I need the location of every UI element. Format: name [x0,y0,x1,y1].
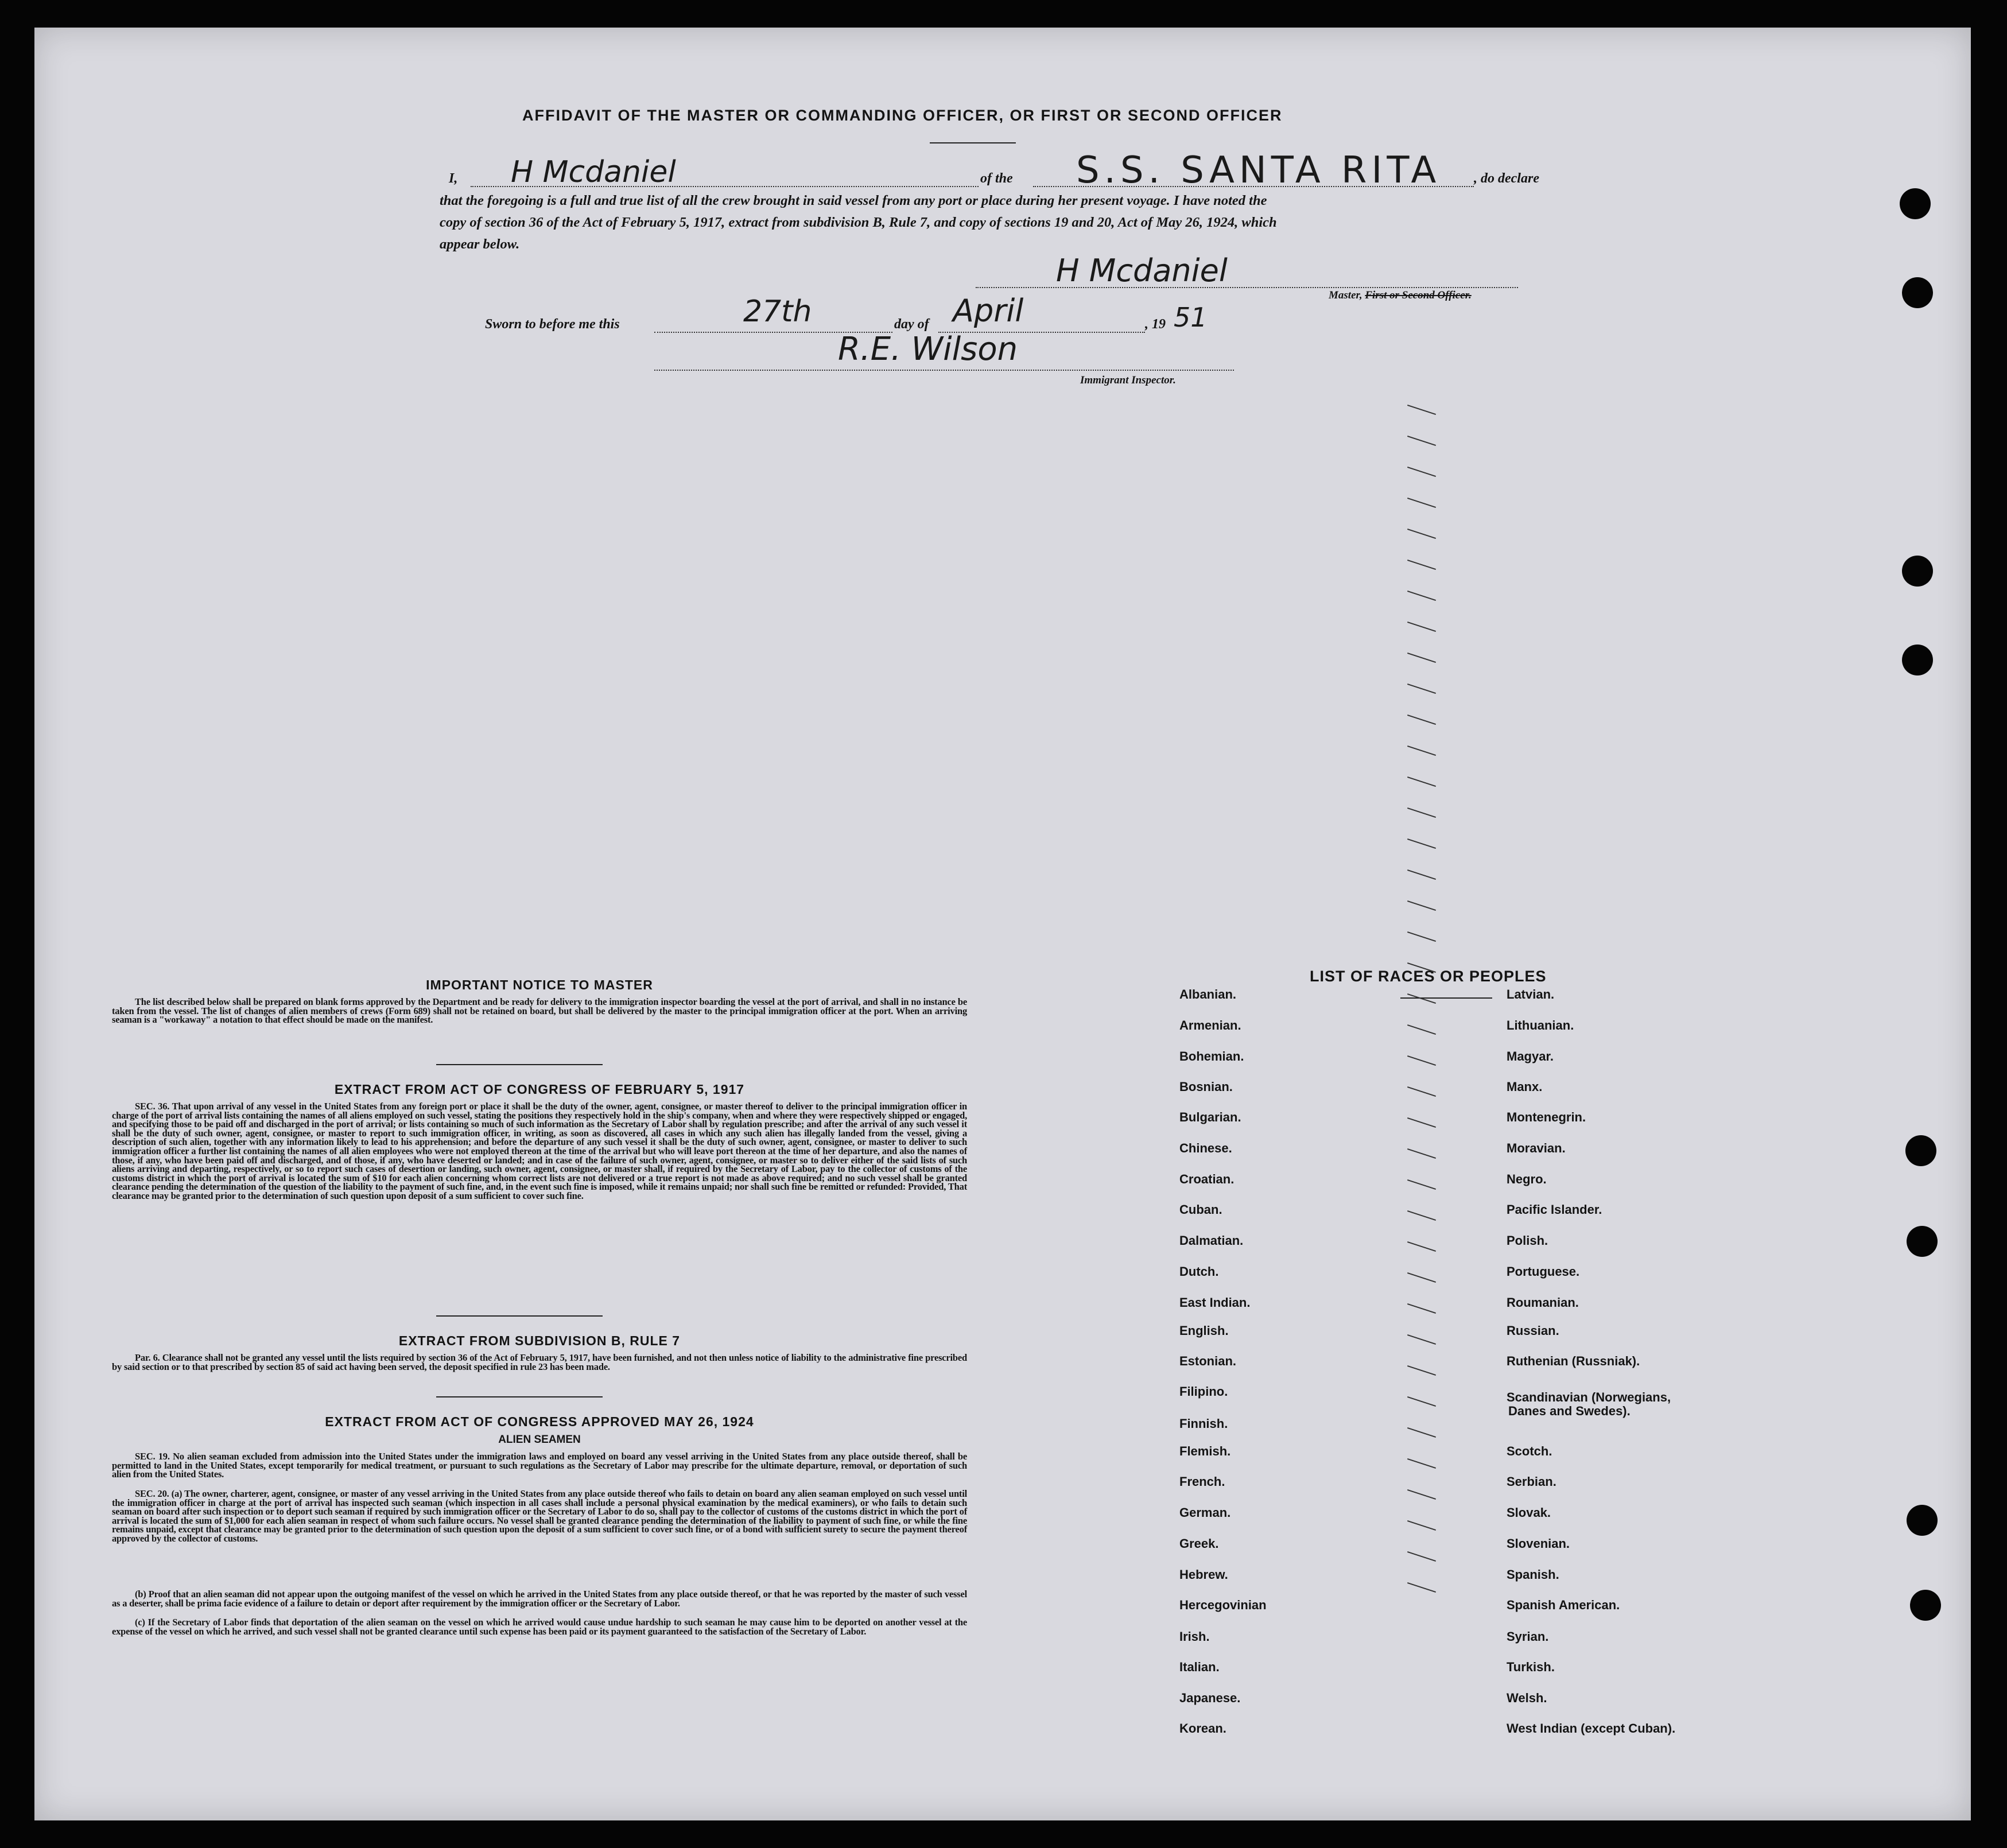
sec20b-text: (b) Proof that an alien seaman did not appear upon the outgoing manifest of the vessel on which he arrived in the United States from any place outside thereof, or that he was reported by the master of such vessel as a deserter, shall be prima facie evidence of a failure to detain or deport after requirement by the immigration officer or the Secretary of Labor. [112,1589,967,1609]
pencil-tick [1407,869,1436,880]
race-item: Japanese. [1179,1691,1241,1705]
race-item: Bulgarian. [1179,1110,1241,1124]
pencil-tick [1407,1365,1436,1376]
race-item: Magyar. [1507,1049,1554,1063]
pencil-tick [1407,436,1436,446]
pencil-tick [1407,622,1436,632]
inspector-handwriting: R.E. Wilson [838,331,1018,368]
race-item: Pacific Islander. [1507,1202,1602,1217]
section-rule [436,1064,603,1065]
pencil-tick [1407,1334,1436,1345]
race-item: Turkish. [1507,1660,1555,1674]
race-item: English. [1179,1323,1229,1338]
day-handwriting: 27th [743,294,812,329]
race-item: Hercegovinian [1179,1598,1267,1612]
pencil-tick [1407,715,1436,725]
master-struck-text: First or Second Officer. [1365,289,1472,301]
race-item: German. [1179,1505,1231,1520]
extract-1924-title: EXTRACT FROM ACT OF CONGRESS APPROVED MAY 26, 1924 [325,1414,754,1429]
pencil-tick [1407,900,1436,911]
race-item: French. [1179,1474,1225,1489]
day-of-label: day of [894,317,929,332]
race-item: Dalmatian. [1179,1233,1244,1248]
race-item: Russian. [1507,1323,1559,1338]
rule7-text: Par. 6. Clearance shall not be granted any vessel until the lists required by section 36 of the Act of February 5, 1917, have been furnished, and not then unless notice of liability to the administrative fine prescribed by said section or to that prescribed by section 85 of said act having been served, the deposit specified in rule 23 has been made. [112,1352,967,1372]
affidavit-title: AFFIDAVIT OF THE MASTER OR COMMANDING OFFICER, OR FIRST OR SECOND OFFICER [522,107,1283,124]
alien-seamen-subtitle: ALIEN SEAMEN [498,1434,581,1446]
pencil-tick [1407,1086,1436,1097]
affidavit-body-line1: that the foregoing is a full and true list of all the crew brought in said vessel from any port or place during her present voyage. I have noted the [440,193,1267,208]
race-item: Latvian. [1507,987,1555,1001]
race-item: East Indian. [1179,1295,1251,1310]
section-rule [436,1315,603,1317]
race-item: Lithuanian. [1507,1018,1574,1032]
pencil-tick [1407,1241,1436,1252]
pencil-tick [1407,1179,1436,1190]
punch-hole [1905,1135,1936,1166]
year-prefix: , 19 [1145,317,1166,332]
races-title-rule [1400,997,1492,999]
race-item: Spanish. [1507,1567,1559,1582]
pencil-tick [1407,1303,1436,1314]
race-item: Greek. [1179,1536,1219,1551]
race-item: Italian. [1179,1660,1220,1674]
signer-handwriting: H Mcdaniel [511,155,676,189]
document-sheet [34,28,1971,1820]
race-item: Armenian. [1179,1018,1241,1032]
race-item: Bosnian. [1179,1080,1233,1094]
rule7-title: EXTRACT FROM SUBDIVISION B, RULE 7 [398,1333,681,1348]
race-item: Irish. [1179,1629,1210,1644]
race-item: Welsh. [1507,1691,1547,1705]
affidavit-body-line3: appear below. [440,236,520,252]
pencil-tick [1407,405,1436,415]
pencil-tick [1407,931,1436,942]
race-item: Montenegrin. [1507,1110,1586,1124]
race-item: West Indian (except Cuban). [1507,1721,1676,1736]
sec20a-text: SEC. 20. (a) The owner, charterer, agent, consignee, or master of any vessel arriving in the United States from any place outside thereof who fails to detain on board any alien seaman employed on such vessel until the immigration officer in charge at the port of arrival has inspected such seaman (which inspection in all cases shall include a personal physical examination by the medical examiners), or who fails to detain such seaman on board after such inspection or to deport such seaman if required by such immigration officer or the Secretary of Labor to do so, shall pay to the collector of customs of the customs district in which the port of arrival is located the sum of $1,000 for each alien seaman in respect of whom such failure occurs. No vessel shall be granted clearance pending the determination of the liability to payment of such fine, or while the fine remains unpaid, except that clearance may be granted prior to the determination of such question upon the deposit of a sum sufficient to cover such fine, or of a bond with sufficient surety to secure the payment thereof approved by the collector of customs. [112,1488,967,1544]
pencil-tick [1407,1582,1436,1593]
pencil-tick [1407,1520,1436,1531]
punch-hole [1902,277,1933,308]
pencil-tick [1407,746,1436,756]
pencil-tick [1407,1489,1436,1500]
race-item: Polish. [1507,1233,1548,1248]
race-item: Danes and Swedes). [1508,1404,1631,1418]
punch-hole [1902,645,1933,675]
sec20c-text: (c) If the Secretary of Labor finds that deportation of the alien seaman on the vessel on which he arrived would cause undue hardship to such seaman he may cause him to be deported on another vessel at the expense of the vessel on which he arrived, and such vessel shall not be granted clearance until such expense has been paid or its payment guaranteed to the satisfaction of the Secretary of Labor. [112,1617,967,1637]
punch-hole [1902,556,1933,587]
inspector-line [654,370,1234,371]
pencil-tick [1407,1272,1436,1283]
pencil-tick [1407,498,1436,508]
pencil-tick [1407,529,1436,539]
sec19-text: SEC. 19. No alien seaman excluded from admission into the United States under the immigration laws and employed on board any vessel arriving in the United States from any place outside thereof, shall be permitted to land in the United States, except temporarily for medical treatment, or pursuant to such regulations as the Secretary of Labor may prescribe for the ultimate departure, removal, or deportation of such alien from the United States. [112,1451,967,1480]
race-item: Chinese. [1179,1141,1232,1155]
race-item: Estonian. [1179,1354,1237,1368]
pencil-tick [1407,807,1436,818]
pencil-tick [1407,467,1436,477]
declare-label: , do declare [1474,171,1539,186]
race-item: Scotch. [1507,1444,1552,1458]
extract-1917-title: EXTRACT FROM ACT OF CONGRESS OF FEBRUARY 5, 1917 [334,1082,745,1097]
extract-1917-text: SEC. 36. That upon arrival of any vessel in the United States from any foreign port or place it shall be the duty of the owner, agent, consignee, or master thereof to deliver to the principal immigration officer in charge of the port of arrival lists containing the names of all aliens employed on such vessel, stating the positions they respectively hold in the ship's company, when and where they were respectively shipped or engaged, and specifying those to be paid off and discharged in the port of arrival; or lists containing so much of such information as the Secretary of Labor shall by regulation prescribe; and after the arrival of any such vessel it shall be the duty of such owner, agent, consignee, or master to report to such immigration officer, in writing, as soon as discovered, all cases in which any such alien has illegally landed from the vessel, giving a description of such alien, together with any information likely to lead to his apprehension; and before the departure of any such vessel it shall be the duty of such owner, agent, consignee, or master to deliver to such immigration officer a further list containing the names of all alien employees who were not employed thereon at the time of the arrival but who will leave port thereon at the time of her departure, and also the names of those, if any, who have been paid off and discharged, and of those, if any, who have deserted or landed; and in case of the failure of such owner, agent, consignee, or master so to deliver either of the said lists of such aliens arriving and departing, respectively, or so to report such cases of desertion or landing, such owner, agent, consignee, or master shall, if required by the Secretary of Labor, pay to the collector of customs of the customs district in which the port of arrival is located the sum of $10 for each alien concerning whom correct lists are not delivered or a true report is not made as above required; and no such vessel shall be granted clearance pending the determination of the question of the liability to the payment of such fine, and, in the event such fine is imposed, while it remains unpaid; nor shall such fine be remitted or refunded: Provided, That clearance may be granted prior to the determination of such question upon deposit of a sum sufficient to cover such fine. [112,1101,967,1201]
race-item: Spanish American. [1507,1598,1620,1612]
race-item: Serbian. [1507,1474,1556,1489]
pencil-tick [1407,1024,1436,1035]
race-item: Croatian. [1179,1172,1235,1186]
section-rule [436,1396,603,1397]
race-item: Portuguese. [1507,1264,1580,1279]
race-item: Scandinavian (Norwegians, [1507,1390,1671,1404]
race-item: Ruthenian (Russniak). [1507,1354,1640,1368]
notice-title: IMPORTANT NOTICE TO MASTER [426,977,653,992]
punch-hole [1900,188,1931,219]
pencil-tick [1407,1117,1436,1128]
race-item: Moravian. [1507,1141,1566,1155]
pencil-tick [1407,653,1436,663]
punch-hole [1907,1505,1938,1536]
race-item: Dutch. [1179,1264,1219,1279]
title-rule [930,142,1016,143]
of-the-label: of the [980,171,1013,186]
pencil-tick [1407,1427,1436,1438]
sworn-label: Sworn to before me this [485,317,620,332]
race-item: Slovenian. [1507,1536,1570,1551]
pencil-tick [1407,1055,1436,1066]
race-item: Hebrew. [1179,1567,1228,1582]
pencil-tick [1407,838,1436,849]
notice-text: The list described below shall be prepared on blank forms approved by the Department and be ready for delivery to the immigration inspector boarding the vessel at the port of arrival, and shall in no instance be taken from the vessel. The list of changes of alien members of crews (Form 689) shall not be retained on board, but shall be delivered by the master to the principal immigration officer at the port. When an arriving seaman is a "workaway" a notation to that effect should be made on the manifest. [112,996,967,1026]
race-item: Albanian. [1179,987,1237,1001]
pencil-tick [1407,1551,1436,1562]
master-text: Master, [1329,289,1362,301]
race-item: Bohemian. [1179,1049,1244,1063]
pencil-tick [1407,777,1436,787]
month-handwriting: April [953,293,1024,329]
pencil-tick [1407,1148,1436,1159]
race-item: Syrian. [1507,1629,1549,1644]
race-item: Flemish. [1179,1444,1231,1458]
inspector-label: Immigrant Inspector. [1080,374,1176,386]
races-title: LIST OF RACES OR PEOPLES [1310,968,1547,985]
pencil-tick [1407,684,1436,694]
race-item: Roumanian. [1507,1295,1579,1310]
pencil-tick [1407,560,1436,570]
race-item: Slovak. [1507,1505,1551,1520]
race-item: Korean. [1179,1721,1226,1736]
master-label [1329,289,1472,302]
pencil-tick [1407,1210,1436,1221]
punch-hole [1907,1226,1938,1257]
pencil-tick [1407,993,1436,1004]
race-item: Manx. [1507,1080,1543,1094]
affidavit-body-line2: copy of section 36 of the Act of February 5, 1917, extract from subdivision B, Rule 7, and copy of sections 19 and 20, Act of May 26, 1924, which [440,215,1277,230]
year-handwriting: 51 [1174,302,1208,333]
vessel-handwriting: S.S. SANTA RITA [1076,149,1441,192]
master-signature-handwriting: H Mcdaniel [1056,253,1228,289]
pencil-tick [1407,591,1436,601]
race-item: Filipino. [1179,1384,1228,1399]
race-item: Negro. [1507,1172,1547,1186]
pencil-tick [1407,1396,1436,1407]
race-item: Cuban. [1179,1202,1222,1217]
punch-hole [1910,1590,1941,1621]
i-label: I, [449,171,458,186]
race-item: Finnish. [1179,1416,1228,1431]
pencil-tick [1407,1458,1436,1469]
